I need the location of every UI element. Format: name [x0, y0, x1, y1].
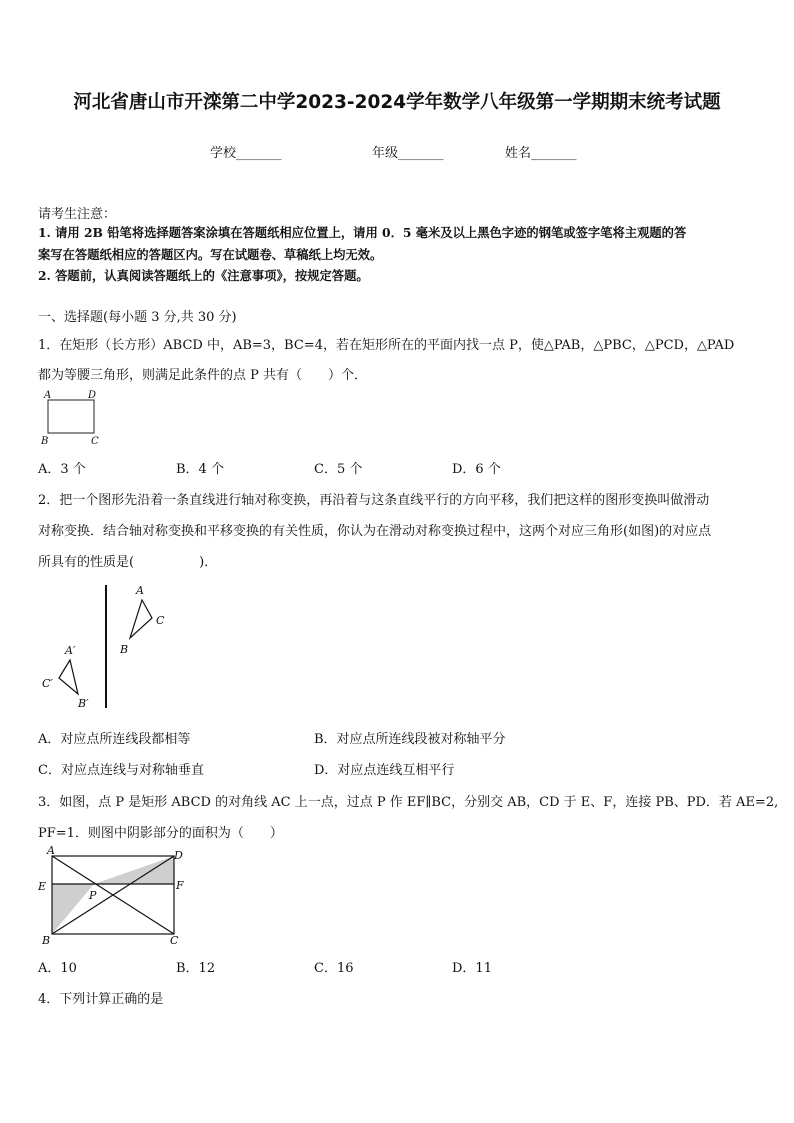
q1-label-d: D: [88, 390, 97, 401]
question-1-option-a[interactable]: A．3 个: [38, 462, 86, 477]
question-3-option-c[interactable]: C．16: [314, 961, 354, 976]
question-2-option-c[interactable]: C．对应点连线与对称轴垂直: [38, 763, 204, 778]
rectangle-abcd: [48, 400, 94, 433]
q2-label-a-prime: A′: [65, 644, 76, 657]
grade-field-label: 年级_______: [372, 146, 444, 161]
question-1-option-c[interactable]: C．5 个: [314, 462, 363, 477]
triangle-abc: [130, 600, 152, 638]
notice-line-2: 2. 答题前，认真阅读答题纸上的《注意事项》，按规定答题。: [38, 268, 369, 283]
triangle-a1b1c1: [59, 660, 78, 694]
question-2-line-1: 2．把一个图形先沿着一条直线进行轴对称变换，再沿着与这条直线平行的方向平移，我们把这样的图形变换叫做滑动: [38, 493, 710, 508]
shaded-triangle-ebp: [52, 884, 94, 934]
q1-label-b: B: [41, 436, 49, 447]
q3-label-p: P: [89, 889, 97, 902]
q2-label-b: B: [120, 643, 129, 656]
question-2-option-b[interactable]: B．对应点所连线段被对称轴平分: [314, 732, 506, 747]
q3-label-d: D: [174, 849, 183, 862]
question-3-option-b[interactable]: B．12: [176, 961, 216, 976]
q2-label-c: C: [156, 614, 165, 627]
question-4-line-1: 4．下列计算正确的是: [38, 992, 164, 1007]
notice-line-1b: 案写在答题纸相应的答题区内。写在试题卷、草稿纸上均无效。: [38, 247, 383, 262]
q2-label-c-prime: C′: [42, 677, 53, 690]
question-2-option-a[interactable]: A．对应点所连线段都相等: [38, 732, 191, 747]
q1-label-a: A: [44, 390, 52, 401]
question-3-line-1: 3．如图，点 P 是矩形 ABCD 的对角线 AC 上一点，过点 P 作 EF∥BC，分别交 AB，CD 于 E、F，连接 PB、PD．若 AE=2,: [38, 795, 779, 810]
q3-label-f: F: [176, 879, 184, 892]
q2-label-b-prime: B′: [78, 697, 89, 710]
question-2-line-2: 对称变换．结合轴对称变换和平移变换的有关性质，你认为在滑动对称变换过程中，这两个对应三角形(如图)的对应点: [38, 524, 712, 539]
q3-label-a: A: [47, 844, 55, 857]
question-1-rectangle-figure: [38, 386, 108, 448]
q3-label-b: B: [42, 934, 51, 947]
question-3-option-a[interactable]: A．10: [38, 961, 77, 976]
question-2-glide-reflection-figure: [38, 580, 178, 715]
question-1-option-d[interactable]: D．6 个: [452, 462, 501, 477]
question-1-line-2: 都为等腰三角形，则满足此条件的点 P 共有（ ）个．: [38, 368, 368, 383]
question-1-line-1: 1．在矩形（长方形）ABCD 中，AB=3，BC=4，若在矩形所在的平面内找一点 P，使△PAB，△PBC，△PCD，△PAD: [38, 338, 735, 353]
question-3-option-d[interactable]: D．11: [452, 961, 492, 976]
q2-label-a: A: [136, 584, 144, 597]
question-3-rectangle-figure: [34, 842, 194, 950]
notice-heading: 请考生注意：: [38, 207, 117, 222]
shaded-triangle-pdf: [94, 856, 174, 884]
school-field-label: 学校_______: [210, 146, 282, 161]
question-1-option-b[interactable]: B．4 个: [176, 462, 224, 477]
name-field-label: 姓名_______: [505, 146, 577, 161]
question-2-line-3: 所具有的性质是( )．: [38, 555, 218, 570]
page-title: 河北省唐山市开滦第二中学2023-2024学年数学八年级第一学期期末统考试题: [73, 92, 721, 113]
question-2-option-d[interactable]: D．对应点连线互相平行: [314, 763, 455, 778]
q1-label-c: C: [91, 436, 99, 447]
section-heading: 一、选择题(每小题 3 分,共 30 分): [38, 310, 237, 325]
question-3-line-2: PF=1．则图中阴影部分的面积为（ ）: [38, 826, 283, 841]
q3-label-e: E: [38, 880, 47, 893]
q3-label-c: C: [170, 934, 179, 947]
notice-line-1a: 1. 请用 2B 铅笔将选择题答案涂填在答题纸相应位置上，请用 0．5 毫米及以上黑色字迹的钢笔或签字笔将主观题的答: [38, 225, 687, 240]
